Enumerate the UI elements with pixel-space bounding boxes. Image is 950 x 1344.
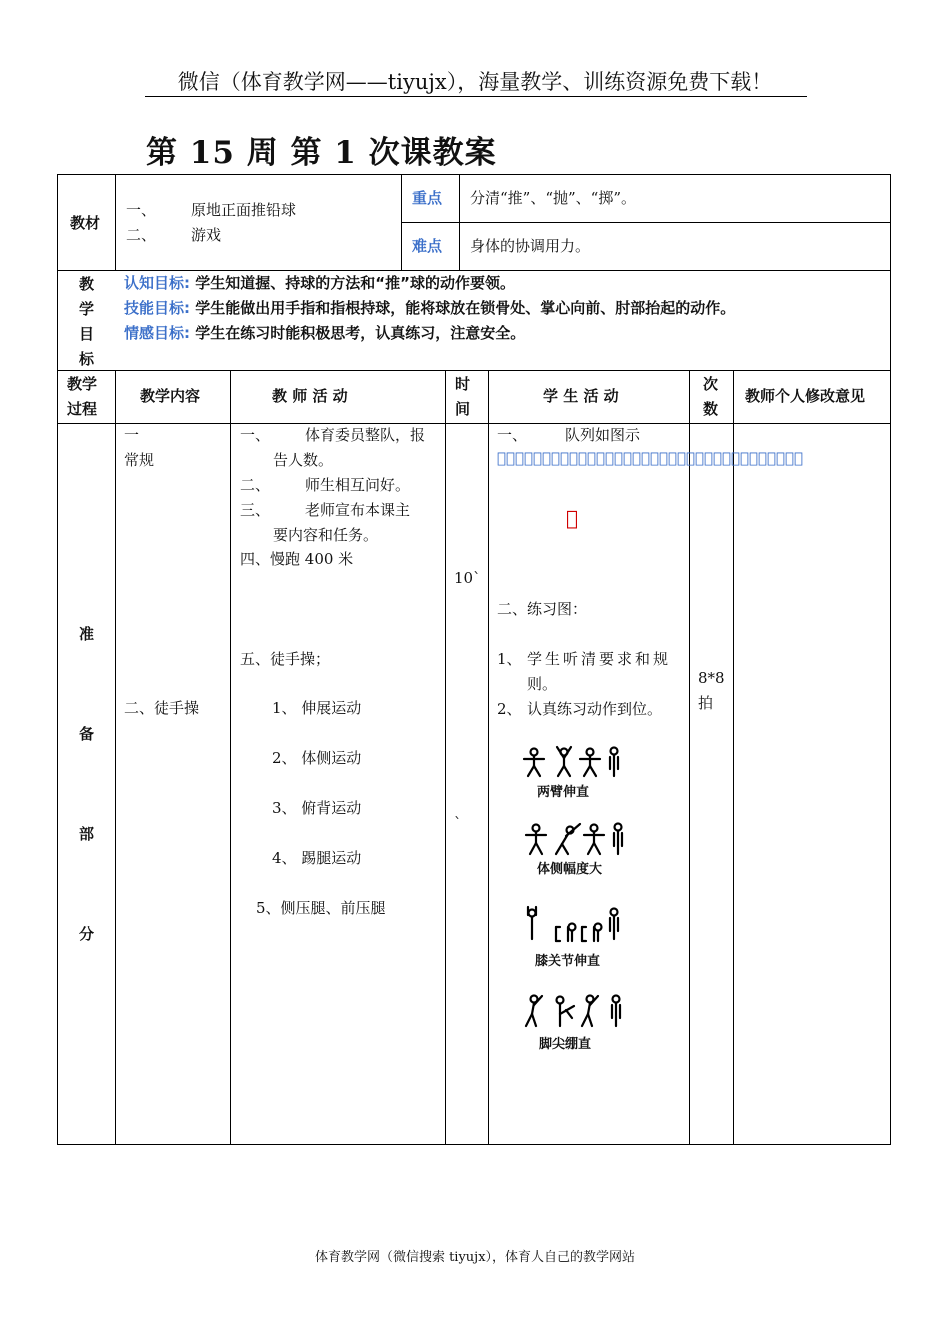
material-item-num: 二、	[126, 226, 157, 244]
table-line	[689, 370, 690, 1144]
table-line	[230, 370, 231, 1144]
material-label: 教材	[70, 214, 101, 232]
section-label-char: 备	[79, 725, 95, 743]
material-item-text: 游戏	[191, 226, 222, 244]
material-item-text: 原地正面推铅球	[191, 201, 297, 219]
student-step-num: 一、	[497, 426, 528, 444]
teacher-step-text: 体育委员整队，报	[305, 426, 426, 444]
table-line	[57, 370, 891, 371]
exercise-item: 5、侧压腿、前压腿	[256, 899, 386, 917]
head-process: 教学	[67, 375, 98, 393]
formation-marker: 􀀀	[566, 506, 579, 530]
page-header	[0, 66, 950, 96]
section-label-char: 部	[79, 825, 95, 843]
time-value: 10`	[454, 569, 481, 587]
exercise-item: 4、 踢腿运动	[272, 849, 362, 867]
difficulty-label: 难点	[412, 237, 443, 255]
goals-label-char: 目	[79, 325, 95, 343]
head-process: 过程	[67, 400, 98, 418]
table-line	[445, 370, 446, 1144]
teacher-step-num: 二、	[240, 476, 271, 494]
table-line	[115, 370, 116, 1144]
exercise-item: 1、 伸展运动	[272, 699, 362, 717]
teacher-step-num: 三、	[240, 501, 271, 519]
teacher-step-text: 徒手操；	[270, 650, 331, 668]
cognitive-goal-text: 学生知道握、持球的方法和“推”球的动作要领。	[195, 274, 515, 292]
table-line	[401, 174, 402, 270]
emotion-goal-label: 情感目标:	[124, 324, 190, 342]
key-point-text: 分清“推”、“抛”、“掷”。	[470, 189, 637, 207]
skill-goal	[124, 296, 735, 321]
table-line	[57, 174, 58, 1144]
student-practice-title: 二、练习图：	[497, 600, 588, 618]
skill-goal-label: 技能目标:	[124, 299, 190, 317]
page-title: 第 15 周 第 1 次课教案	[146, 135, 497, 171]
table-line	[115, 174, 116, 270]
stick-figures-side-bend-icon	[522, 820, 632, 858]
table-line	[401, 222, 891, 223]
teacher-step-cont: 要内容和任务。	[273, 526, 379, 544]
head-notes: 教师个人修改意见	[745, 387, 866, 405]
goals-label-char: 标	[79, 350, 95, 368]
teacher-step	[240, 547, 353, 572]
cognitive-goal	[124, 271, 515, 296]
content-item: 二、徒手操	[124, 699, 200, 717]
teacher-step-num: 五、	[240, 650, 271, 668]
student-step-text: 认真练习动作到位。	[527, 700, 663, 718]
head-content: 教学内容	[140, 387, 201, 405]
header-text: 微信（体育教学网——tiyujx），海量教学、训练资源免费下载！	[177, 70, 773, 94]
stick-figures-kick-icon	[520, 992, 630, 1030]
formation-diagram-glyphs: 􀀀􀀀􀀀􀀀􀀀􀀀􀀀􀀀􀀀􀀀􀀀􀀀􀀀􀀀􀀀􀀀􀀀􀀀􀀀􀀀􀀀􀀀􀀀􀀀􀀀􀀀􀀀􀀀􀀀􀀀􀀀􀀀􀀀􀀀	[497, 449, 804, 467]
figure-label: 体侧幅度大	[537, 862, 603, 877]
cognitive-goal-label: 认知目标:	[124, 274, 190, 292]
table-line	[459, 174, 460, 270]
figure-label: 膝关节伸直	[535, 954, 601, 969]
head-time: 时	[455, 375, 471, 393]
count-unit: 拍	[698, 694, 714, 712]
teacher-step-cont: 告人数。	[273, 451, 334, 469]
student-step-cont: 则。	[527, 675, 558, 693]
student-step-text: 队列如图示	[565, 426, 641, 444]
head-count: 数	[703, 400, 719, 418]
head-time: 间	[455, 400, 471, 418]
teacher-step-text: 慢跑 400 米	[270, 550, 354, 568]
section-label-char: 准	[79, 625, 95, 643]
emotion-goal-text: 学生在练习时能积极思考，认真练习，注意安全。	[195, 324, 526, 342]
teacher-step-num: 一、	[240, 426, 271, 444]
difficulty-text: 身体的协调用力。	[470, 237, 591, 255]
table-line	[57, 1144, 891, 1145]
exercise-item: 3、 俯背运动	[272, 799, 362, 817]
table-line	[890, 174, 891, 1144]
figure-label: 脚尖绷直	[539, 1037, 592, 1052]
teacher-step-text: 老师宣布本课主	[305, 501, 411, 519]
head-student: 学 生 活 动	[543, 387, 619, 405]
skill-goal-text: 学生能做出用手指和指根持球，能将球放在锁骨处、掌心向前、肘部抬起的动作。	[195, 299, 736, 317]
teacher-step-num: 四、	[240, 550, 271, 568]
student-step-num: 2、	[497, 700, 522, 718]
stick-figures-bend-icon	[520, 905, 630, 945]
material-item-num: 一、	[126, 201, 157, 219]
section-label-char: 分	[79, 925, 95, 943]
time-value: `	[454, 814, 462, 832]
goals-label-char: 教	[79, 275, 95, 293]
student-step-num: 1、	[497, 650, 522, 668]
content-item: 一	[124, 426, 140, 444]
table-line	[57, 174, 891, 175]
page-footer: 体育教学网（微信搜索 tiyujx），体育人自己的教学网站	[314, 1250, 636, 1265]
emotion-goal	[124, 321, 525, 346]
head-teacher: 教 师 活 动	[272, 387, 348, 405]
table-line	[733, 370, 734, 1144]
goals-label-char: 学	[79, 300, 95, 318]
exercise-item: 2、 体侧运动	[272, 749, 362, 767]
teacher-step-text: 师生相互问好。	[305, 476, 411, 494]
student-step-text: 学生听清要求和规	[527, 650, 672, 668]
table-line	[57, 423, 891, 424]
figure-label: 两臂伸直	[537, 785, 590, 800]
content-item: 常规	[124, 451, 155, 469]
table-line	[488, 370, 489, 1144]
head-count: 次	[703, 375, 719, 393]
stick-figures-arms-icon	[520, 745, 630, 780]
header-underline	[145, 96, 807, 97]
count-value: 8*8	[698, 669, 725, 687]
teacher-step	[240, 647, 330, 672]
key-point-label: 重点	[412, 189, 443, 207]
